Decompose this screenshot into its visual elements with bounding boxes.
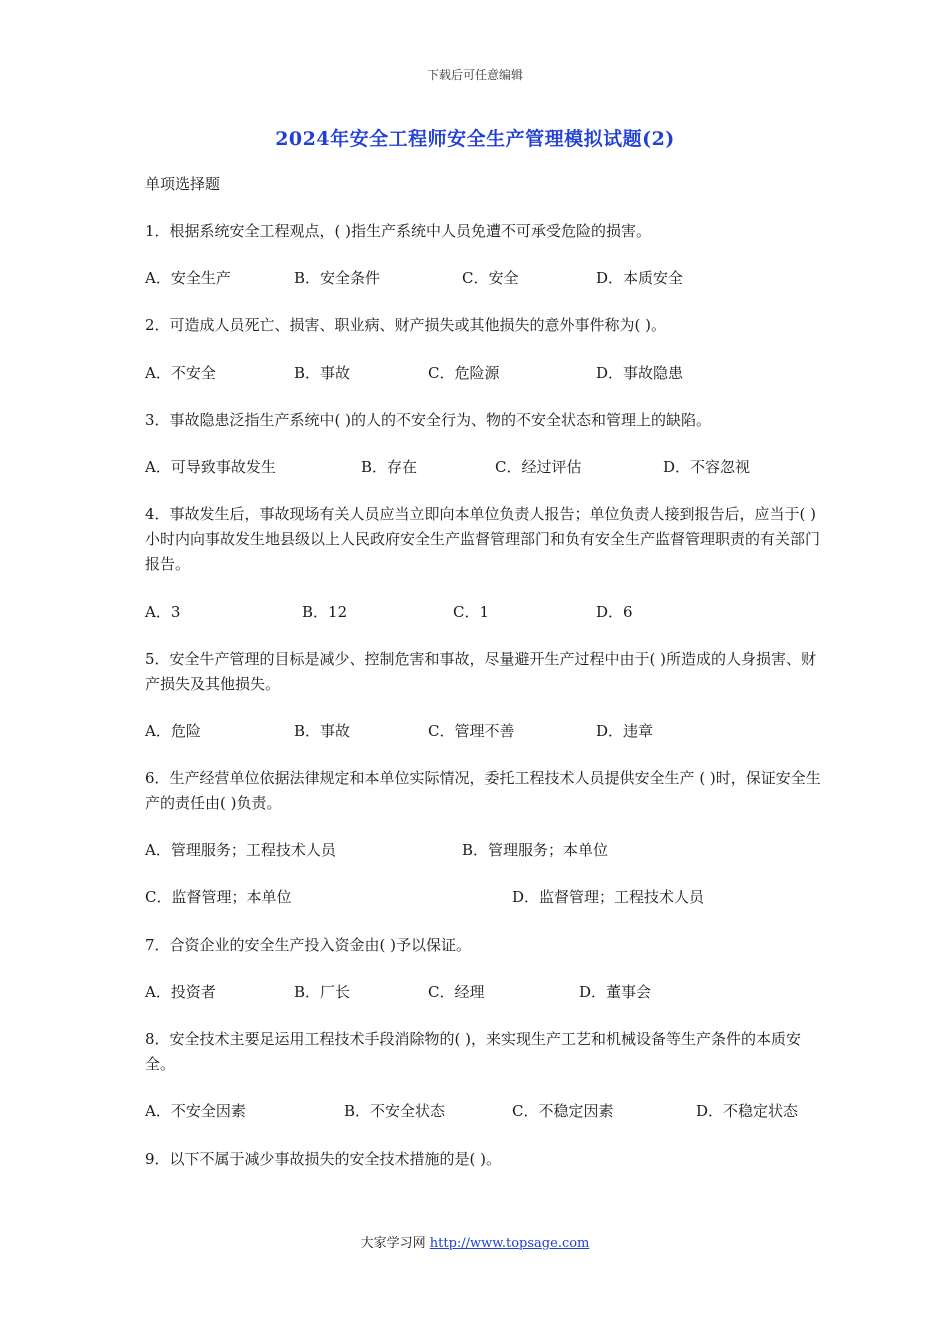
question-1: 1．根据系统安全工程观点，( )指生产系统中人员免遭不可承受危险的损害。 xyxy=(145,222,652,240)
option-4c: C．1 xyxy=(453,603,490,621)
option-2d: D．事故隐患 xyxy=(596,364,684,382)
option-7c: C．经理 xyxy=(428,983,485,1001)
question-3: 3．事故隐患泛指生产系统中( )的人的不安全行为、物的不安全状态和管理上的缺陷。 xyxy=(145,411,712,429)
option-6c: C．监督管理；本单位 xyxy=(145,888,292,906)
option-3a: A．可导致事故发生 xyxy=(145,458,276,476)
option-5d: D．违章 xyxy=(596,722,654,740)
footer-link[interactable]: http://www.topsage.com xyxy=(429,1236,590,1251)
option-3d: D．不容忽视 xyxy=(663,458,751,476)
option-7a: A．投资者 xyxy=(145,983,216,1001)
option-6a: A．管理服务；工程技术人员 xyxy=(145,841,336,859)
question-5: 5．安全牛产管理的目标是减少、控制危害和事故，尽量避开生产过程中由于( )所造成的人身损害、财产损失及其他损失。 xyxy=(145,650,817,693)
option-1a: A．安全生产 xyxy=(145,269,231,287)
option-7b: B．厂长 xyxy=(294,983,351,1001)
footer-site-name: 大家学习网 xyxy=(360,1236,426,1251)
option-2c: C．危险源 xyxy=(428,364,500,382)
option-1b: B．安全条件 xyxy=(294,269,381,287)
option-1c: C．安全 xyxy=(462,269,519,287)
option-2b: B．事故 xyxy=(294,364,351,382)
option-4d: D．6 xyxy=(596,603,633,621)
option-5c: C．管理不善 xyxy=(428,722,515,740)
option-5b: B．事故 xyxy=(294,722,351,740)
option-6b: B．管理服务；本单位 xyxy=(462,841,609,859)
option-3c: C．经过评估 xyxy=(495,458,582,476)
option-3b: B．存在 xyxy=(361,458,418,476)
header-note: 下载后可任意编辑 xyxy=(426,68,523,82)
option-1d: D．本质安全 xyxy=(596,269,684,287)
question-6: 6．生产经营单位依据法律规定和本单位实际情况，委托工程技术人员提供安全生产 ( )时，保证安全生产的责任由( )负责。 xyxy=(145,769,821,812)
question-8: 8．安全技术主要足运用工程技术手段消除物的( )，来实现生产工艺和机械设备等生产条件的本质安全。 xyxy=(145,1030,802,1073)
question-9: 9．以下不属于减少事故损失的安全技术措施的是( )。 xyxy=(145,1150,502,1168)
question-7: 7．合资企业的安全生产投入资金由( )予以保证。 xyxy=(145,936,472,954)
option-8d: D．不稳定状态 xyxy=(696,1102,799,1120)
option-8b: B．不安全状态 xyxy=(344,1102,446,1120)
option-5a: A．危险 xyxy=(145,722,201,740)
question-4: 4．事故发生后，事故现场有关人员应当立即向本单位负责人报告；单位负责人接到报告后，应当于( )小时内向事故发生地县级以上人民政府安全生产监督管理部门和负有安全生产监督管理职责的有关部门报告。 xyxy=(145,505,821,573)
page-footer xyxy=(0,1232,950,1251)
option-7d: D．董事会 xyxy=(579,983,652,1001)
option-2a: A．不安全 xyxy=(145,364,216,382)
option-4b: B．12 xyxy=(302,603,348,621)
option-4a: A．3 xyxy=(145,603,181,621)
option-8a: A．不安全因素 xyxy=(145,1102,246,1120)
option-6d: D．监督管理；工程技术人员 xyxy=(512,888,705,906)
option-8c: C．不稳定因素 xyxy=(512,1102,614,1120)
question-2: 2．可造成人员死亡、损害、职业病、财产损失或其他损失的意外事件称为( )。 xyxy=(145,316,667,334)
section-heading: 单项选择题 xyxy=(145,175,221,193)
document-title: 2024年安全工程师安全生产管理模拟试题(2) xyxy=(275,128,675,150)
